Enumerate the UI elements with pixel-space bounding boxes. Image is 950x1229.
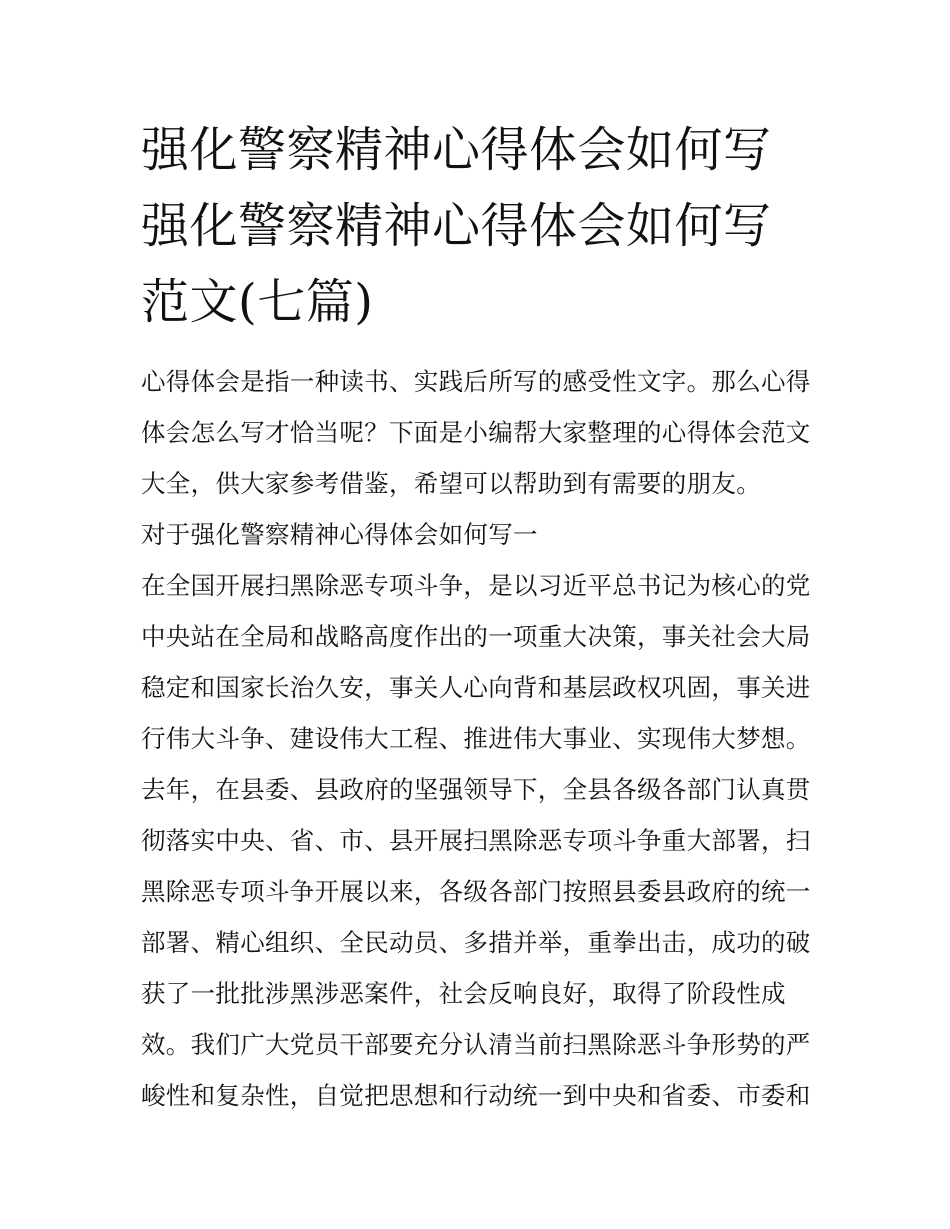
- body-line-3: 大全，供大家参考借鉴，希望可以帮助到有需要的朋友。: [141, 469, 761, 498]
- body-line-10: 彻落实中央、省、市、县开展扫黑除恶专项斗争重大部署，扫: [141, 826, 811, 855]
- title-line-2: 强化警察精神心得体会如何写: [141, 198, 772, 254]
- body-line-14: 效。我们广大党员干部要充分认清当前扫黑除恶斗争形势的严: [141, 1030, 811, 1059]
- body-line-2: 体会怎么写才恰当呢？下面是小编帮大家整理的心得体会范文: [141, 418, 811, 447]
- body-line-12: 部署、精心组织、全民动员、多措并举，重拳出击，成功的破: [141, 928, 811, 957]
- document-title: [141, 112, 821, 340]
- section-heading: 对于强化警察精神心得体会如何写一: [141, 520, 538, 549]
- body-line-9: 去年，在县委、县政府的坚强领导下，全县各级各部门认真贯: [141, 775, 811, 804]
- body-line-5: 在全国开展扫黑除恶专项斗争，是以习近平总书记为核心的党: [141, 571, 811, 600]
- document-body: [141, 356, 821, 1121]
- body-line-13: 获了一批批涉黑涉恶案件，社会反响良好，取得了阶段性成: [141, 979, 786, 1008]
- body-line-7: 稳定和国家长治久安，事关人心向背和基层政权巩固，事关进: [141, 673, 811, 702]
- body-line-6: 中央站在全局和战略高度作出的一项重大决策，事关社会大局: [141, 622, 811, 651]
- title-line-1: 强化警察精神心得体会如何写: [141, 122, 772, 178]
- title-line-3: 范文(七篇): [141, 274, 374, 330]
- body-line-8: 行伟大斗争、建设伟大工程、推进伟大事业、实现伟大梦想。: [141, 724, 811, 753]
- body-line-15: 峻性和复杂性，自觉把思想和行动统一到中央和省委、市委和: [141, 1081, 811, 1110]
- body-line-11: 黑除恶专项斗争开展以来，各级各部门按照县委县政府的统一: [141, 877, 811, 906]
- body-line-1: 心得体会是指一种读书、实践后所写的感受性文字。那么心得: [141, 367, 811, 396]
